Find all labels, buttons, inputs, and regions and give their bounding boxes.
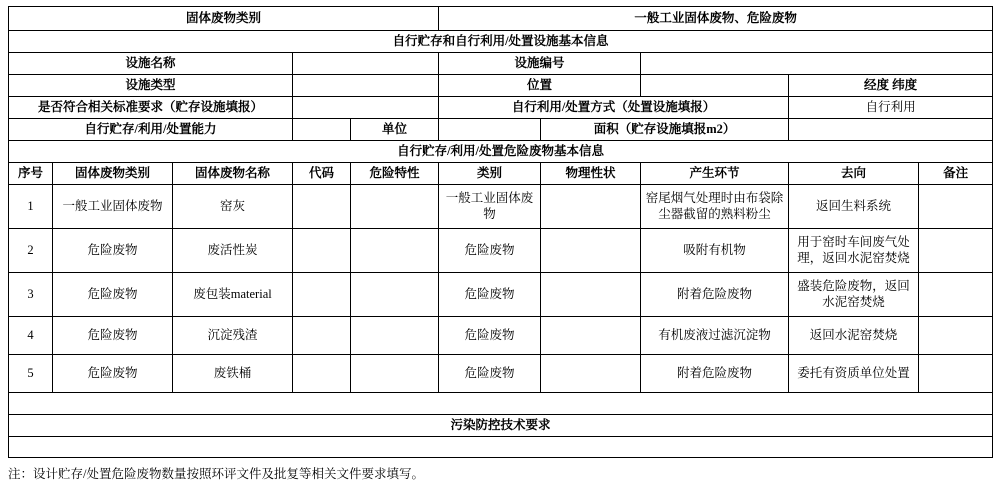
table-row xyxy=(9,317,993,355)
cell-facility-name-value[interactable] xyxy=(293,53,439,75)
cell-code xyxy=(293,317,351,355)
cell-waste-name: 沉淀残渣 xyxy=(173,317,293,355)
column-header-hazard-property: 危险特性 xyxy=(351,163,439,185)
column-header-physical-state: 物理性状 xyxy=(541,163,641,185)
row-blank-spacer xyxy=(9,393,993,415)
cell-pollution-control: 污染防控技术要求 xyxy=(9,415,993,437)
column-header-waste-category: 固体废物类别 xyxy=(53,163,173,185)
cell-remark xyxy=(919,355,993,393)
cell-standard-value[interactable] xyxy=(293,97,439,119)
cell-source-process: 附着危险废物 xyxy=(641,273,789,317)
cell-area-label: 面积（贮存设施填报m2） xyxy=(541,119,789,141)
cell-blank-spacer xyxy=(9,393,993,415)
cell-category-label: 固体废物类别 xyxy=(9,7,439,31)
cell-blank-trailing xyxy=(9,437,993,458)
row-blank-trailing xyxy=(9,437,993,458)
cell-use-method-label: 自行利用/处置方式（处置设施填报） xyxy=(439,97,789,119)
cell-destination: 盛装危险废物，返回水泥窑焚烧 xyxy=(789,273,919,317)
cell-area-value[interactable] xyxy=(789,119,993,141)
cell-waste-name: 废铁桶 xyxy=(173,355,293,393)
cell-no: 3 xyxy=(9,273,53,317)
column-header-category: 类别 xyxy=(439,163,541,185)
cell-code xyxy=(293,273,351,317)
cell-waste-category: 危险废物 xyxy=(53,317,173,355)
cell-coordinate-label: 经度 纬度 xyxy=(789,75,993,97)
cell-waste-category: 危险废物 xyxy=(53,355,173,393)
cell-destination: 用于窑时车间废气处理，返回水泥窑焚烧 xyxy=(789,229,919,273)
cell-code xyxy=(293,355,351,393)
column-header-remark: 备注 xyxy=(919,163,993,185)
row-section-basic xyxy=(9,31,993,53)
cell-remark xyxy=(919,317,993,355)
cell-hazard-property xyxy=(351,185,439,229)
cell-unit-value[interactable] xyxy=(439,119,541,141)
cell-waste-category: 危险废物 xyxy=(53,229,173,273)
cell-capacity-label: 自行贮存/利用/处置能力 xyxy=(9,119,293,141)
cell-facility-type-value[interactable] xyxy=(293,75,439,97)
cell-no: 4 xyxy=(9,317,53,355)
column-header-source-process: 产生环节 xyxy=(641,163,789,185)
cell-physical-state xyxy=(541,355,641,393)
cell-source-process: 窑尾烟气处理时由布袋除尘器截留的熟料粉尘 xyxy=(641,185,789,229)
cell-category: 一般工业固体废物 xyxy=(439,185,541,229)
cell-code xyxy=(293,185,351,229)
cell-source-process: 吸附有机物 xyxy=(641,229,789,273)
column-header-code: 代码 xyxy=(293,163,351,185)
column-header-destination: 去向 xyxy=(789,163,919,185)
cell-no: 5 xyxy=(9,355,53,393)
cell-category: 危险废物 xyxy=(439,273,541,317)
cell-physical-state xyxy=(541,273,641,317)
table-row xyxy=(9,229,993,273)
cell-waste-category: 危险废物 xyxy=(53,273,173,317)
row-pollution-control xyxy=(9,415,993,437)
cell-facility-name-label: 设施名称 xyxy=(9,53,293,75)
cell-physical-state xyxy=(541,317,641,355)
cell-section-waste: 自行贮存/利用/处置危险废物基本信息 xyxy=(9,141,993,163)
cell-section-basic: 自行贮存和自行利用/处置设施基本信息 xyxy=(9,31,993,53)
cell-facility-type-label: 设施类型 xyxy=(9,75,293,97)
cell-source-process: 附着危险废物 xyxy=(641,355,789,393)
cell-destination: 返回生料系统 xyxy=(789,185,919,229)
row-facility-type xyxy=(9,75,993,97)
solid-waste-facility-table xyxy=(8,6,993,458)
cell-hazard-property xyxy=(351,317,439,355)
row-category xyxy=(9,7,993,31)
cell-remark xyxy=(919,229,993,273)
cell-remark xyxy=(919,273,993,317)
cell-standard-label: 是否符合相关标准要求（贮存设施填报） xyxy=(9,97,293,119)
row-section-waste xyxy=(9,141,993,163)
cell-source-process: 有机废液过滤沉淀物 xyxy=(641,317,789,355)
cell-hazard-property xyxy=(351,355,439,393)
column-header-no: 序号 xyxy=(9,163,53,185)
footer-note: 注：设计贮存/处置危险废物数量按照环评文件及批复等相关文件要求填写。 xyxy=(8,466,424,481)
cell-facility-code-label: 设施编号 xyxy=(439,53,641,75)
cell-capacity-value[interactable] xyxy=(293,119,351,141)
cell-destination: 委托有资质单位处置 xyxy=(789,355,919,393)
table-row xyxy=(9,273,993,317)
cell-waste-name: 废包装material xyxy=(173,273,293,317)
table-row xyxy=(9,355,993,393)
cell-category: 危险废物 xyxy=(439,355,541,393)
cell-facility-code-value[interactable] xyxy=(641,53,993,75)
cell-hazard-property xyxy=(351,273,439,317)
cell-category-value: 一般工业固体废物、危险废物 xyxy=(439,7,993,31)
cell-physical-state xyxy=(541,185,641,229)
cell-unit-label: 单位 xyxy=(351,119,439,141)
cell-no: 1 xyxy=(9,185,53,229)
table-header-row xyxy=(9,163,993,185)
cell-use-method-value[interactable]: 自行利用 xyxy=(789,97,993,119)
cell-waste-category: 一般工业固体废物 xyxy=(53,185,173,229)
cell-code xyxy=(293,229,351,273)
column-header-waste-name: 固体废物名称 xyxy=(173,163,293,185)
cell-hazard-property xyxy=(351,229,439,273)
cell-location-label: 位置 xyxy=(439,75,641,97)
row-capacity xyxy=(9,119,993,141)
cell-category: 危险废物 xyxy=(439,317,541,355)
cell-location-value[interactable] xyxy=(641,75,789,97)
cell-category: 危险废物 xyxy=(439,229,541,273)
cell-waste-name: 废活性炭 xyxy=(173,229,293,273)
row-standard xyxy=(9,97,993,119)
table-row xyxy=(9,185,993,229)
cell-remark xyxy=(919,185,993,229)
cell-physical-state xyxy=(541,229,641,273)
row-facility-name xyxy=(9,53,993,75)
cell-destination: 返回水泥窑焚烧 xyxy=(789,317,919,355)
cell-no: 2 xyxy=(9,229,53,273)
cell-waste-name: 窑灰 xyxy=(173,185,293,229)
